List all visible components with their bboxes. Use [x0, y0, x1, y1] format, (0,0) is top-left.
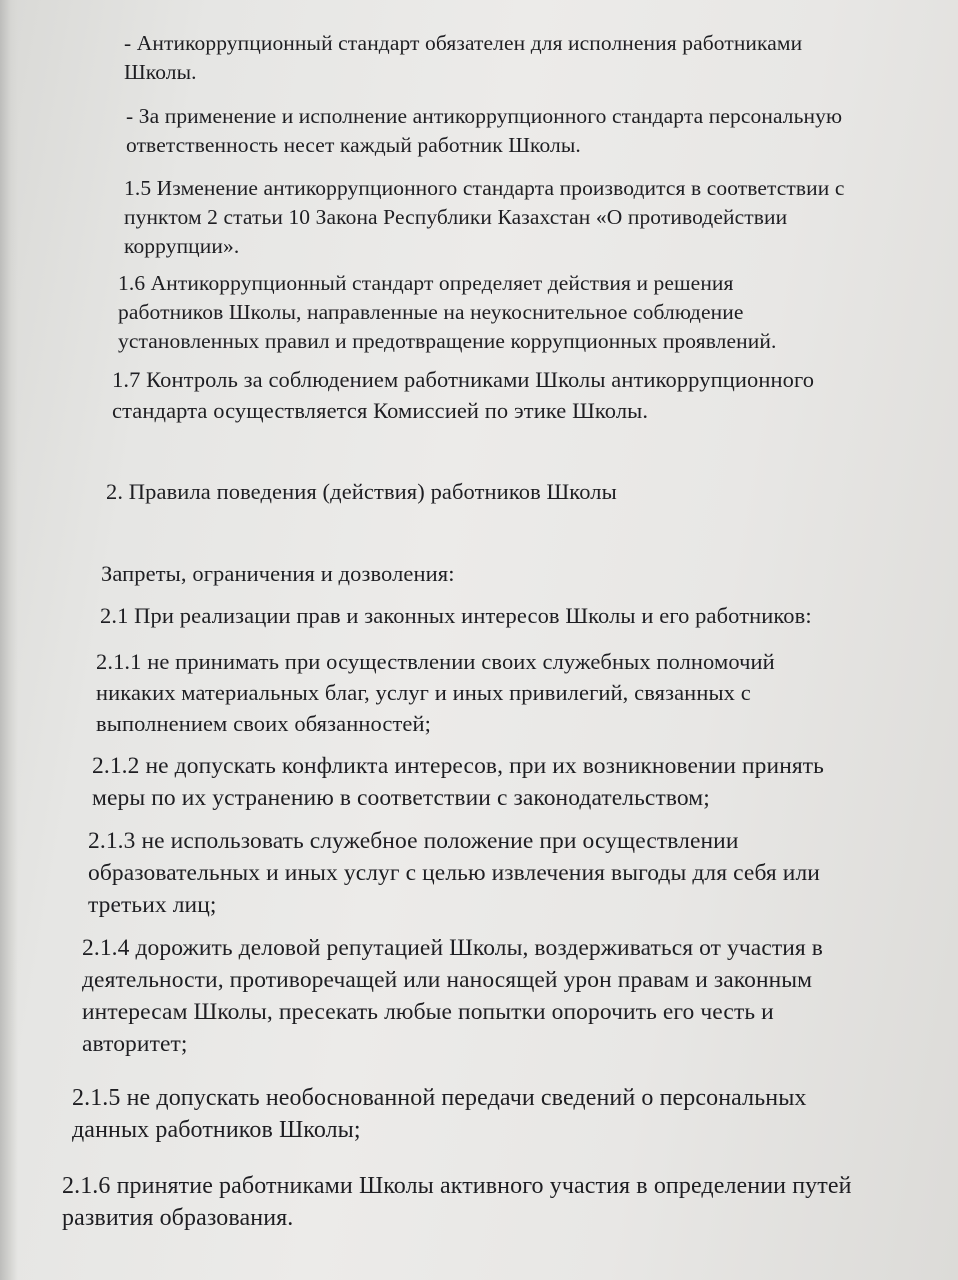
text-line: - За применение и исполнение антикоррупционного стандарта персональную [126, 104, 843, 128]
text-line: Школы. [124, 60, 197, 84]
text-line: деятельности, противоречащей или наносящей урон правам и законным [82, 967, 813, 993]
text-line: ответственность несет каждый работник Школы. [126, 133, 581, 157]
paragraph-2-1-4 [82, 932, 823, 1060]
text-line: 2.1.3 не использовать служебное положение при осуществлении [88, 828, 739, 854]
text-line: 1.7 Контроль за соблюдением работниками Школы антикоррупционного [112, 367, 815, 392]
text-line: никаких материальных благ, услуг и иных привилегий, связанных с [96, 680, 751, 705]
text-line: образовательных и иных услуг с целью извлечения выгоды для себя или [88, 860, 820, 886]
paragraph-2-1-6 [62, 1170, 852, 1234]
paragraph-1-5 [124, 174, 845, 261]
text-line: Запреты, ограничения и дозволения: [101, 561, 455, 586]
section-heading-2 [106, 476, 617, 507]
text-line: работников Школы, направленные на неукоснительное соблюдение [118, 300, 744, 324]
paragraph-prohibitions [101, 558, 455, 589]
paragraph-1-6 [118, 269, 776, 356]
text-line: 2.1.1 не принимать при осуществлении своих служебных полномочий [96, 649, 775, 674]
text-line: авторитет; [82, 1031, 188, 1057]
text-line: развития образования. [62, 1205, 294, 1231]
paragraph-1-7 [112, 364, 814, 426]
paragraph-2-1-1 [96, 646, 775, 739]
text-line: стандарта осуществляется Комиссией по этике Школы. [112, 398, 649, 423]
text-line: выполнением своих обязанностей; [96, 711, 431, 736]
text-line: - Антикоррупционный стандарт обязателен для исполнения работниками [124, 31, 803, 55]
text-line: 1.5 Изменение антикоррупционного стандарта производится в соответствии с [124, 176, 845, 200]
text-line: 2.1.4 дорожить деловой репутацией Школы, воздерживаться от участия в [82, 935, 823, 961]
text-line: 2. Правила поведения (действия) работников Школы [106, 479, 617, 504]
text-line: интересам Школы, пресекать любые попытки опорочить его честь и [82, 999, 774, 1025]
text-line: пунктом 2 статьи 10 Закона Республики Казахстан «О противодействии [124, 205, 788, 229]
text-line: данных работников Школы; [72, 1117, 361, 1143]
paragraph-2-1-2 [92, 750, 824, 814]
text-line: 2.1 При реализации прав и законных интересов Школы и его работников: [100, 603, 812, 628]
text-line: 2.1.2 не допускать конфликта интересов, при их возникновении принять [92, 753, 824, 779]
text-line: коррупции». [124, 234, 240, 258]
paragraph-2-1 [100, 600, 812, 631]
text-line: установленных правил и предотвращение коррупционных проявлений. [118, 329, 777, 353]
text-line: 2.1.6 принятие работниками Школы активного участия в определении путей [62, 1173, 852, 1199]
paragraph-personal-responsibility [126, 102, 842, 160]
paragraph-2-1-5 [72, 1082, 807, 1146]
text-line: меры по их устранению в соответствии с законодательством; [92, 785, 710, 811]
text-line: 1.6 Антикоррупционный стандарт определяет действия и решения [118, 271, 734, 295]
paragraph-anticorruption-mandatory [124, 29, 802, 87]
text-line: третьих лиц; [88, 892, 217, 918]
paragraph-2-1-3 [88, 825, 820, 921]
text-line: 2.1.5 не допускать необоснованной передачи сведений о персональных [72, 1085, 807, 1111]
page-edge-shadow [0, 0, 18, 1280]
